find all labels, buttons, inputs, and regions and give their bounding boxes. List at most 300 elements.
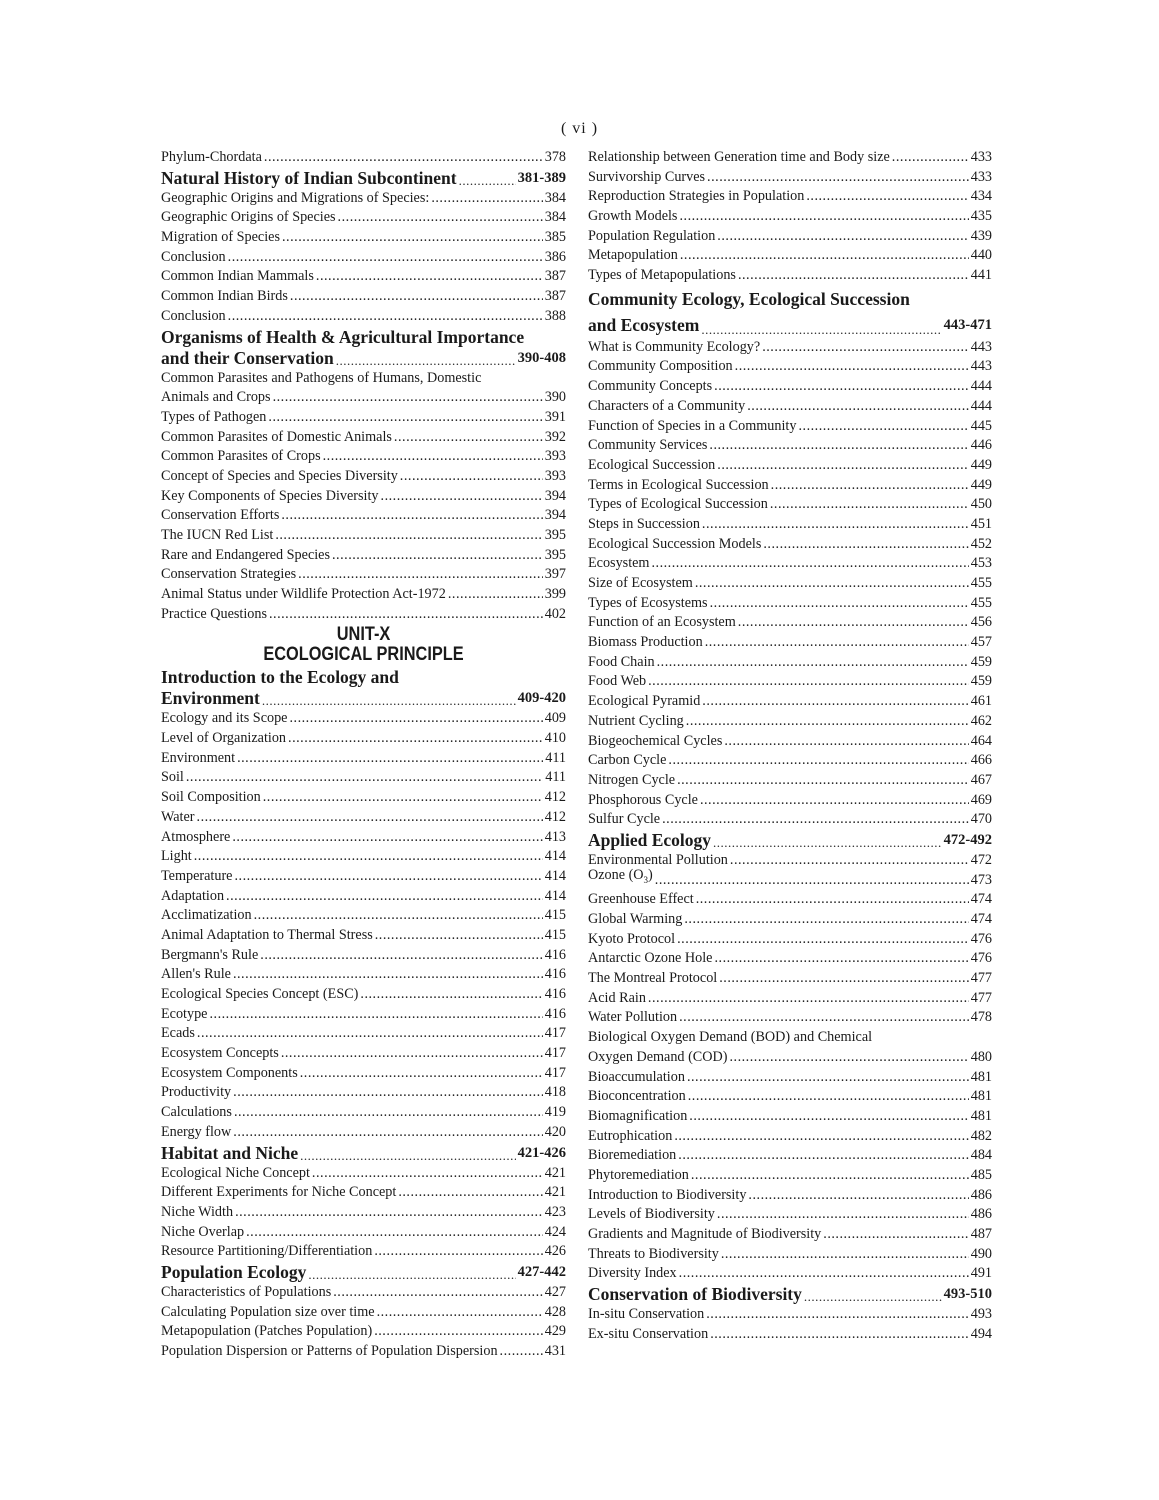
toc-chapter — [161, 348, 566, 369]
entry-title: Practice Questions — [161, 605, 267, 622]
entry-page-number: 434 — [970, 188, 992, 205]
dot-leader — [275, 526, 542, 546]
toc-entry — [588, 436, 992, 456]
entry-title: Ecological Species Concept (ESC) — [161, 986, 359, 1003]
page-number: ( vi ) — [560, 120, 599, 137]
entry-title: Survivorship Curves — [588, 168, 706, 185]
dot-leader — [738, 613, 969, 633]
dot-leader — [289, 709, 542, 729]
entry-title: Geographic Origins of Species — [161, 209, 336, 226]
entry-title: Bioremediation — [588, 1147, 677, 1164]
toc-entry — [161, 267, 566, 287]
entry-title: What is Community Ecology? — [588, 338, 761, 355]
entry-page-number: 390 — [544, 389, 566, 406]
toc-entry — [588, 1009, 992, 1029]
entry-title: Antarctic Ozone Hole — [588, 950, 713, 967]
entry-page-number: 415 — [544, 907, 566, 924]
entry-page-number: 459 — [970, 653, 992, 670]
entry-title: Introduction to Biodiversity — [588, 1186, 747, 1203]
toc-entry — [588, 1186, 992, 1206]
toc-chapter — [588, 1284, 992, 1305]
dot-leader — [233, 1123, 542, 1143]
dot-leader — [695, 574, 969, 594]
dot-leader — [338, 208, 543, 228]
toc-entry — [588, 417, 992, 437]
entry-page-number: 481 — [970, 1088, 992, 1105]
dot-leader — [186, 768, 543, 788]
entry-title: Water Pollution — [588, 1009, 678, 1026]
entry-page-number: 385 — [544, 229, 566, 246]
dot-leader — [717, 1205, 969, 1225]
dot-leader — [679, 1264, 969, 1284]
toc-entry — [161, 428, 566, 448]
entry-page-number: 387 — [544, 288, 566, 305]
toc-entry — [161, 1103, 566, 1123]
toc-right-column — [588, 148, 992, 1345]
toc-entry — [161, 148, 566, 168]
toc-chapter — [588, 830, 992, 851]
dot-leader — [246, 1223, 543, 1243]
entry-title: Food Web — [588, 673, 647, 690]
entry-title: Types of Ecological Succession — [588, 496, 768, 513]
dot-leader — [228, 248, 543, 268]
dot-leader — [677, 930, 969, 950]
toc-entry — [588, 712, 992, 732]
dot-leader — [273, 388, 543, 408]
dot-leader — [735, 357, 969, 377]
entry-title: Metapopulation (Patches Population) — [161, 1323, 373, 1340]
toc-entry — [161, 1242, 566, 1262]
dot-leader — [714, 377, 969, 397]
toc-entry — [161, 487, 566, 507]
entry-title: Biogeochemical Cycles — [588, 732, 723, 749]
toc-entry — [161, 1164, 566, 1184]
dot-leader — [233, 1083, 543, 1103]
dot-leader — [260, 946, 542, 966]
toc-entry — [588, 633, 992, 653]
toc-entry — [161, 965, 566, 985]
entry-page-number: 414 — [544, 848, 566, 865]
dot-leader — [798, 417, 968, 437]
toc-entry — [588, 358, 992, 378]
entry-title: Metapopulation — [588, 247, 678, 264]
toc-entry — [588, 969, 992, 989]
toc-entry — [161, 1322, 566, 1342]
dot-leader — [696, 890, 969, 910]
dot-leader — [298, 565, 543, 585]
dot-leader — [679, 1008, 969, 1028]
toc-entry — [588, 515, 992, 535]
entry-title: In-situ Conservation — [588, 1306, 705, 1323]
entry-title: Energy flow — [161, 1123, 232, 1140]
toc-entry — [161, 526, 566, 546]
dot-leader — [312, 1164, 543, 1184]
toc-chapter-lead: Introduction to the Ecology and — [161, 667, 399, 688]
dot-leader — [282, 228, 543, 248]
dot-leader — [269, 605, 543, 625]
entry-title: Ex-situ Conservation — [588, 1325, 709, 1342]
entry-page-number: 487 — [970, 1226, 992, 1243]
dot-leader — [688, 1087, 969, 1107]
dot-leader — [381, 487, 543, 507]
entry-page-number: 469 — [970, 791, 992, 808]
entry-title: The IUCN Red List — [161, 526, 274, 543]
dot-leader — [234, 867, 542, 887]
entry-title: Diversity Index — [588, 1265, 677, 1282]
entry-title: Ecosystem — [588, 555, 650, 572]
dot-leader — [394, 428, 543, 448]
dot-leader — [771, 476, 969, 496]
toc-entry — [161, 307, 566, 327]
entry-title: Threats to Biodiversity — [588, 1245, 719, 1262]
toc-entry — [161, 1342, 566, 1362]
toc-entry — [161, 749, 566, 769]
entry-title: Ecosystem Concepts — [161, 1045, 279, 1062]
dot-leader — [333, 1283, 543, 1303]
entry-title: Gradients and Magnitude of Biodiversity — [588, 1226, 822, 1243]
chapter-title: Conservation of Biodiversity — [588, 1284, 802, 1305]
entry-page-number: 423 — [544, 1203, 566, 1220]
entry-title: Oxygen Demand (COD) — [588, 1048, 728, 1065]
entry-title: Population Dispersion or Patterns of Population Dispersion — [161, 1343, 498, 1360]
dot-leader — [316, 267, 543, 287]
entry-page-number: 481 — [970, 1107, 992, 1124]
toc-entry — [161, 189, 566, 209]
entry-page-number: 461 — [970, 693, 992, 710]
entry-title: Migration of Species — [161, 229, 280, 246]
dot-leader — [719, 969, 968, 989]
dot-leader — [668, 751, 968, 771]
dot-leader — [700, 791, 969, 811]
entry-title — [588, 866, 653, 891]
toc-entry — [588, 692, 992, 712]
entry-title: Acid Rain — [588, 989, 646, 1006]
entry-title: Levels of Biodiversity — [588, 1206, 715, 1223]
dot-leader — [375, 926, 543, 946]
entry-page-number: 393 — [544, 467, 566, 484]
entry-title: Growth Models — [588, 208, 678, 225]
entry-page-number: 394 — [544, 487, 566, 504]
dot-leader — [702, 515, 969, 535]
toc-entry — [161, 546, 566, 566]
dot-leader — [377, 1303, 543, 1323]
entry-title: Reproduction Strategies in Population — [588, 188, 805, 205]
entry-title: Animals and Crops — [161, 389, 271, 406]
entry-title: Community Services — [588, 437, 708, 454]
toc-entry — [588, 554, 992, 574]
entry-title: Conclusion — [161, 307, 226, 324]
toc-chapter — [161, 168, 566, 189]
toc-entry — [161, 1084, 566, 1104]
toc-entry — [161, 985, 566, 1005]
dot-leader — [710, 1325, 969, 1345]
entry-page-number: 387 — [544, 268, 566, 285]
dot-leader — [262, 692, 516, 709]
dot-leader — [680, 246, 969, 266]
dot-leader — [360, 985, 542, 1005]
dot-leader — [374, 1242, 542, 1262]
dot-leader — [209, 1005, 542, 1025]
toc-chapter — [161, 1262, 566, 1283]
dot-leader — [268, 408, 542, 428]
entry-page-number: 413 — [544, 828, 566, 845]
entry-page-number: 414 — [544, 867, 566, 884]
entry-page-number: 477 — [970, 989, 992, 1006]
entry-title: Types of Pathogen — [161, 408, 267, 425]
entry-title: Sulfur Cycle — [588, 811, 661, 828]
toc-entry — [161, 946, 566, 966]
entry-title: Biomass Production — [588, 634, 703, 651]
entry-page-number: 452 — [970, 535, 992, 552]
toc-entry — [161, 769, 566, 789]
entry-title: Geographic Origins and Migrations of Species: — [161, 189, 430, 206]
entry-page-number: 378 — [544, 148, 566, 165]
entry-page-number: 493 — [970, 1306, 992, 1323]
dot-leader — [892, 148, 969, 168]
entry-title: Eutrophication — [588, 1127, 673, 1144]
entry-page-number: 474 — [970, 911, 992, 928]
entry-page-number: 424 — [544, 1223, 566, 1240]
dot-leader — [336, 352, 516, 369]
entry-page-number: 416 — [544, 946, 566, 963]
entry-title: Population Regulation — [588, 227, 716, 244]
toc-entry — [588, 397, 992, 417]
dot-leader — [806, 187, 968, 207]
entry-page-number: 393 — [544, 448, 566, 465]
toc-entry — [588, 1087, 992, 1107]
dot-leader — [748, 1186, 968, 1206]
entry-title: Productivity — [161, 1084, 232, 1101]
entry-page-number: 427 — [544, 1283, 566, 1300]
entry-page-number: 414 — [544, 887, 566, 904]
entry-page-number: 444 — [970, 397, 992, 414]
toc-chapter-lead: Organisms of Health & Agricultural Importance — [161, 326, 525, 347]
dot-leader — [657, 653, 969, 673]
dot-leader — [308, 1266, 515, 1283]
toc-entry — [161, 447, 566, 467]
entry-page-number: 418 — [544, 1084, 566, 1101]
dot-leader — [724, 732, 968, 752]
entry-title: Nitrogen Cycle — [588, 771, 676, 788]
entry-page-number: 449 — [970, 456, 992, 473]
entry-page-number: 453 — [970, 555, 992, 572]
entry-page-number: 410 — [544, 730, 566, 747]
toc-entry — [161, 228, 566, 248]
entry-title: Ecosystem Components — [161, 1064, 298, 1081]
entry-page-number: 411 — [545, 749, 566, 766]
entry-page-number: 446 — [970, 437, 992, 454]
dot-leader — [686, 712, 969, 732]
entry-page-number: 490 — [970, 1245, 992, 1262]
toc-entry — [161, 1183, 566, 1203]
dot-leader — [374, 1322, 543, 1342]
toc-entry — [588, 613, 992, 633]
entry-page-number: 445 — [970, 417, 992, 434]
dot-leader — [687, 1068, 969, 1088]
toc-entry — [161, 585, 566, 605]
toc-entry — [588, 495, 992, 515]
entry-title: Ecology and its Scope — [161, 710, 288, 727]
toc-entry — [161, 1005, 566, 1025]
chapter-page-range: 390-408 — [517, 349, 566, 366]
entry-page-number: 399 — [544, 586, 566, 603]
chapter-page-range: 409-420 — [517, 690, 566, 707]
entry-title: Relationship between Generation time and Body size — [588, 148, 890, 165]
toc-entry — [588, 930, 992, 950]
entry-title: Function of an Ecosystem — [588, 614, 736, 631]
entry-page-number: 478 — [970, 1009, 992, 1026]
entry-page-number: 411 — [545, 769, 566, 786]
entry-title: Calculating Population size over time — [161, 1303, 375, 1320]
toc-entry — [588, 535, 992, 555]
entry-page-number: 491 — [970, 1265, 992, 1282]
toc-entry — [588, 653, 992, 673]
entry-title: Temperature — [161, 867, 233, 884]
entry-title: The Montreal Protocol — [588, 970, 718, 987]
entry-page-number: 429 — [544, 1323, 566, 1340]
entry-page-number: 486 — [970, 1186, 992, 1203]
dot-leader — [500, 1342, 543, 1362]
toc-entry — [588, 377, 992, 397]
toc-entry — [588, 456, 992, 476]
entry-page-number: 444 — [970, 378, 992, 395]
chapter-page-range: 472-492 — [943, 832, 992, 848]
toc-entry — [161, 248, 566, 268]
entry-page-number: 467 — [970, 771, 992, 788]
dot-leader — [738, 266, 969, 286]
chapter-title: Habitat and Niche — [161, 1142, 299, 1163]
entry-page-number: 397 — [544, 566, 566, 583]
dot-leader — [288, 729, 543, 749]
toc-entry — [161, 729, 566, 749]
entry-title: Environment — [161, 749, 236, 766]
subscript: 3 — [643, 874, 649, 885]
entry-page-number: 391 — [544, 408, 566, 425]
dot-leader — [233, 965, 543, 985]
toc-chapter-lead: Community Ecology, Ecological Succession — [588, 288, 910, 309]
entry-page-number: 443 — [970, 338, 992, 355]
toc-entry — [588, 866, 992, 891]
toc-entry — [161, 887, 566, 907]
dot-leader — [228, 307, 543, 327]
toc-entry — [161, 906, 566, 926]
toc-entry — [161, 1064, 566, 1084]
toc-entry — [588, 1205, 992, 1225]
dot-leader — [762, 338, 969, 358]
entry-page-number: 462 — [970, 712, 992, 729]
dot-leader — [763, 535, 968, 555]
entry-title-end: ) — [648, 866, 653, 883]
entry-title: Bergmann's Rule — [161, 946, 259, 963]
entry-page-number: 480 — [970, 1048, 992, 1065]
dot-leader — [717, 227, 968, 247]
dot-leader — [702, 692, 968, 712]
entry-page-number: 470 — [970, 811, 992, 828]
entry-title: Function of Species in a Community — [588, 417, 797, 434]
toc-entry — [161, 1223, 566, 1243]
toc-entry — [588, 890, 992, 910]
entry-title: Phytoremediation — [588, 1166, 689, 1183]
entry-title: Conservation Strategies — [161, 566, 297, 583]
toc-entry — [588, 594, 992, 614]
entry-title: Ecological Pyramid — [588, 693, 701, 710]
toc-entry — [588, 1166, 992, 1186]
entry-title: Kyoto Protocol — [588, 930, 676, 947]
dot-leader — [235, 1203, 543, 1223]
dot-leader — [674, 1127, 968, 1147]
toc-entry — [588, 1127, 992, 1147]
entry-title: Common Parasites of Domestic Animals — [161, 428, 392, 445]
entry-title: Size of Ecosystem — [588, 575, 693, 592]
entry-title: Ecological Succession — [588, 456, 716, 473]
entry-title: Resource Partitioning/Differentiation — [161, 1243, 373, 1260]
entry-title: Water — [161, 808, 195, 825]
toc-entry — [161, 1203, 566, 1223]
entry-title: Key Components of Species Diversity — [161, 487, 379, 504]
toc-entry — [161, 467, 566, 487]
entry-title: Types of Ecosystems — [588, 594, 708, 611]
dot-leader — [323, 447, 543, 467]
toc-entry — [161, 1283, 566, 1303]
dot-leader — [707, 168, 969, 188]
entry-title: Animal Adaptation to Thermal Stress — [161, 926, 373, 943]
toc-entry — [588, 476, 992, 496]
entry-page-number: 433 — [970, 168, 992, 185]
toc-entry — [588, 1325, 992, 1345]
toc-entry — [588, 246, 992, 266]
dot-leader — [651, 554, 968, 574]
entry-page-number: 417 — [544, 1025, 566, 1042]
entry-title: Food Chain — [588, 653, 655, 670]
entry-page-number: 477 — [970, 970, 992, 987]
dot-leader — [717, 456, 968, 476]
dot-leader — [234, 1103, 543, 1123]
toc-entry — [161, 828, 566, 848]
entry-page-number: 484 — [970, 1147, 992, 1164]
toc-entry — [588, 732, 992, 752]
dot-leader — [232, 828, 542, 848]
entry-page-number: 472 — [970, 851, 992, 868]
entry-page-number: 433 — [970, 148, 992, 165]
chapter-title: and Ecosystem — [588, 314, 700, 335]
dot-leader — [684, 910, 968, 930]
dot-leader — [448, 585, 543, 605]
toc-entry — [161, 1303, 566, 1323]
entry-page-number: 386 — [544, 248, 566, 265]
entry-page-number: 450 — [970, 496, 992, 513]
dot-leader — [197, 1024, 543, 1044]
toc-entry-lead: Biological Oxygen Demand (BOD) and Chemical — [588, 1029, 873, 1046]
entry-page-number: 395 — [544, 526, 566, 543]
entry-page-number: 409 — [544, 710, 566, 727]
entry-page-number: 440 — [970, 247, 992, 264]
entry-title: Nutrient Cycling — [588, 712, 684, 729]
entry-page-number: 415 — [544, 926, 566, 943]
chapter-page-range: 381-389 — [517, 169, 566, 186]
entry-title: Ecological Niche Concept — [161, 1164, 310, 1181]
dot-leader — [431, 189, 542, 209]
unit-heading: UNIT-X — [336, 624, 391, 646]
toc-entry — [588, 1048, 992, 1068]
entry-title: Conclusion — [161, 248, 226, 265]
entry-page-number: 473 — [970, 871, 992, 888]
toc-entry — [588, 751, 992, 771]
entry-title: Acclimatization — [161, 907, 252, 924]
dot-leader — [263, 788, 543, 808]
dot-leader — [648, 672, 969, 692]
dot-leader — [714, 949, 968, 969]
entry-page-number: 392 — [544, 428, 566, 445]
